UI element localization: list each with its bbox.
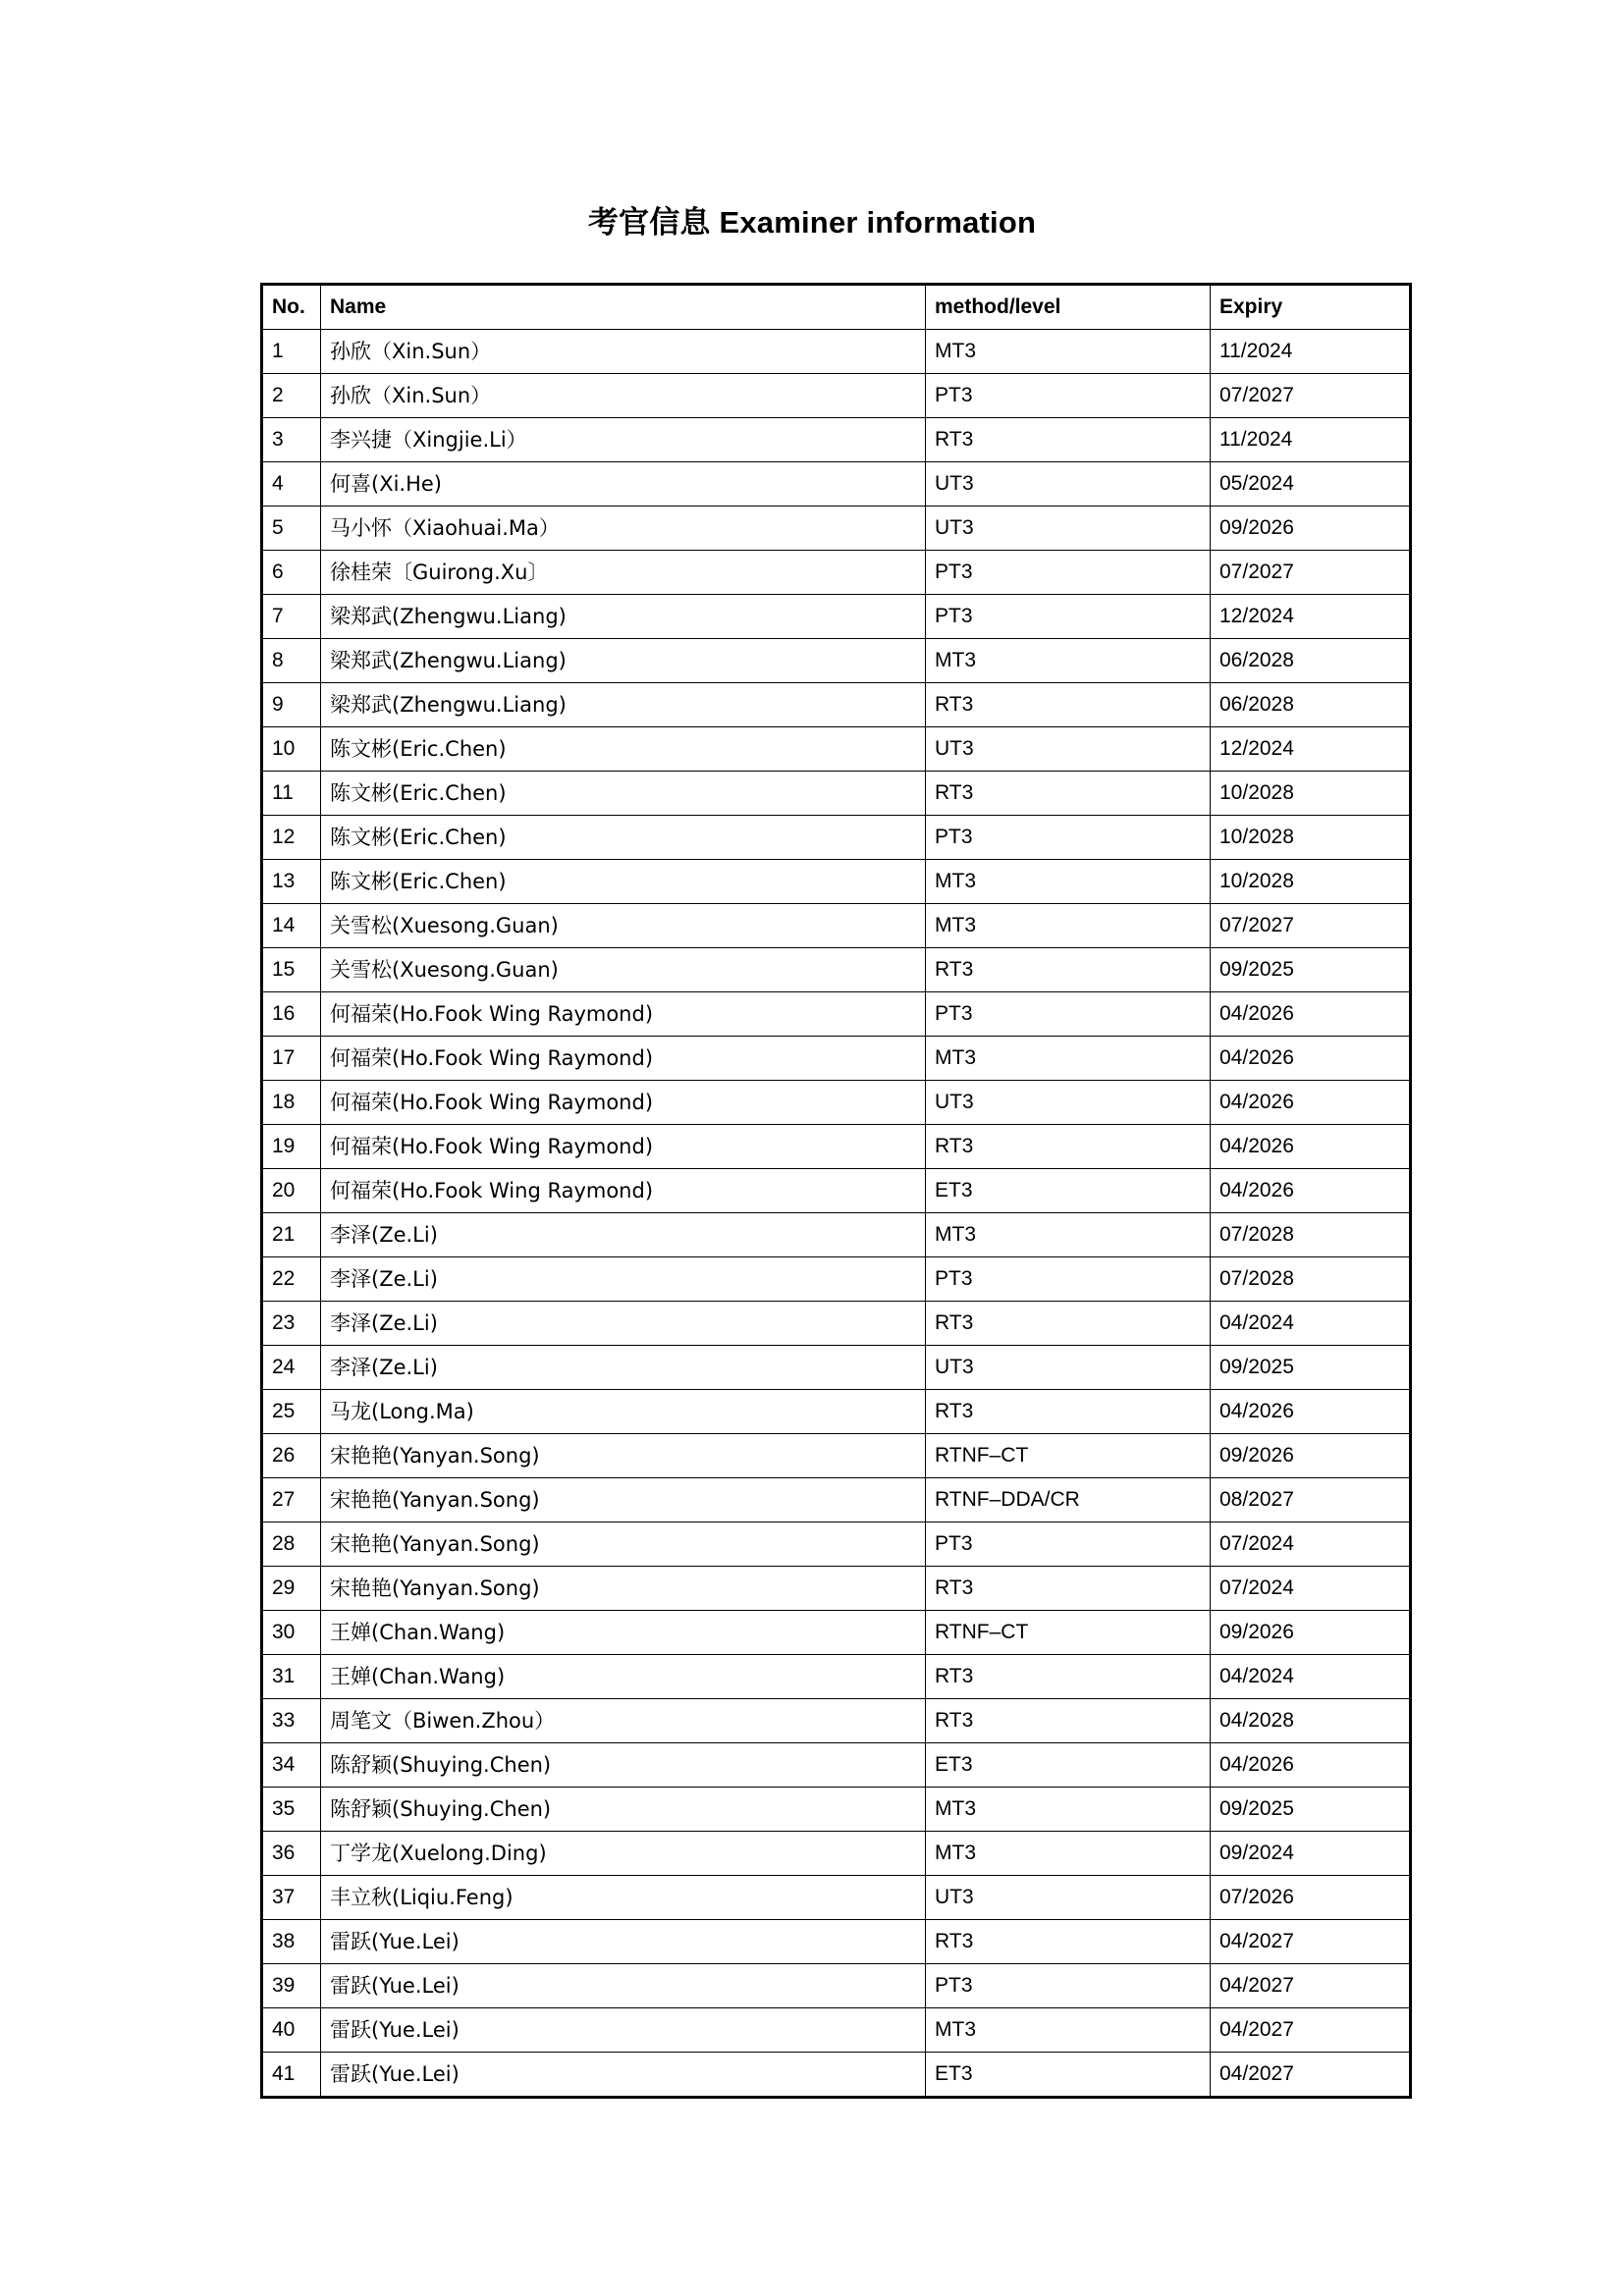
table-body xyxy=(262,330,1411,2098)
cell-name: 梁郑武(Zhengwu.Liang) xyxy=(321,683,926,727)
cell-method-level: MT3 xyxy=(926,1213,1211,1257)
cell-method-level: RTNF–DDA/CR xyxy=(926,1478,1211,1522)
page-title xyxy=(0,204,1624,241)
cell-method-level: ET3 xyxy=(926,1743,1211,1788)
cell-name: 何福荣(Ho.Fook Wing Raymond) xyxy=(321,1125,926,1169)
cell-name: 孙欣（Xin.Sun） xyxy=(321,374,926,418)
table-row xyxy=(262,816,1411,860)
cell-no: 20 xyxy=(262,1169,321,1213)
cell-expiry: 10/2028 xyxy=(1211,772,1411,816)
cell-no: 18 xyxy=(262,1081,321,1125)
cell-name: 马小怀（Xiaohuai.Ma） xyxy=(321,507,926,551)
table-row xyxy=(262,1478,1411,1522)
table-row xyxy=(262,1876,1411,1920)
table-row xyxy=(262,1037,1411,1081)
table-row xyxy=(262,904,1411,948)
table-row xyxy=(262,948,1411,992)
cell-expiry: 07/2027 xyxy=(1211,374,1411,418)
page-title-chinese: 考官信息 xyxy=(587,205,711,240)
table-row xyxy=(262,418,1411,462)
cell-no: 4 xyxy=(262,462,321,507)
cell-method-level: UT3 xyxy=(926,727,1211,772)
table-row xyxy=(262,374,1411,418)
cell-no: 17 xyxy=(262,1037,321,1081)
table-row xyxy=(262,1302,1411,1346)
cell-expiry: 10/2028 xyxy=(1211,816,1411,860)
cell-method-level: RT3 xyxy=(926,1125,1211,1169)
cell-expiry: 04/2026 xyxy=(1211,1125,1411,1169)
table-row xyxy=(262,1169,1411,1213)
cell-name: 李泽(Ze.Li) xyxy=(321,1302,926,1346)
table-row xyxy=(262,860,1411,904)
table-row xyxy=(262,683,1411,727)
cell-expiry: 07/2028 xyxy=(1211,1213,1411,1257)
cell-no: 33 xyxy=(262,1699,321,1743)
cell-expiry: 04/2026 xyxy=(1211,1169,1411,1213)
page-title-english: Examiner information xyxy=(719,205,1037,240)
cell-method-level: RT3 xyxy=(926,1567,1211,1611)
cell-no: 27 xyxy=(262,1478,321,1522)
table-row xyxy=(262,1964,1411,2008)
cell-method-level: MT3 xyxy=(926,904,1211,948)
table-row xyxy=(262,507,1411,551)
table-row xyxy=(262,727,1411,772)
table-row xyxy=(262,1788,1411,1832)
cell-name: 何福荣(Ho.Fook Wing Raymond) xyxy=(321,992,926,1037)
cell-expiry: 07/2024 xyxy=(1211,1567,1411,1611)
table-row xyxy=(262,772,1411,816)
cell-no: 39 xyxy=(262,1964,321,2008)
cell-no: 25 xyxy=(262,1390,321,1434)
table-row xyxy=(262,551,1411,595)
cell-expiry: 05/2024 xyxy=(1211,462,1411,507)
cell-method-level: RT3 xyxy=(926,418,1211,462)
cell-method-level: MT3 xyxy=(926,1037,1211,1081)
cell-no: 30 xyxy=(262,1611,321,1655)
cell-name: 雷跃(Yue.Lei) xyxy=(321,2053,926,2098)
cell-method-level: PT3 xyxy=(926,1522,1211,1567)
table-row xyxy=(262,2053,1411,2098)
examiner-table-container xyxy=(260,283,1409,2099)
cell-no: 38 xyxy=(262,1920,321,1964)
table-row xyxy=(262,1699,1411,1743)
cell-method-level: PT3 xyxy=(926,816,1211,860)
cell-no: 7 xyxy=(262,595,321,639)
cell-method-level: PT3 xyxy=(926,374,1211,418)
cell-no: 2 xyxy=(262,374,321,418)
cell-expiry: 04/2026 xyxy=(1211,1390,1411,1434)
cell-name: 李兴捷（Xingjie.Li） xyxy=(321,418,926,462)
cell-expiry: 04/2024 xyxy=(1211,1655,1411,1699)
cell-no: 34 xyxy=(262,1743,321,1788)
cell-method-level: RT3 xyxy=(926,948,1211,992)
cell-no: 37 xyxy=(262,1876,321,1920)
table-row xyxy=(262,1257,1411,1302)
examiner-information-table xyxy=(260,283,1412,2099)
cell-expiry: 07/2028 xyxy=(1211,1257,1411,1302)
cell-name: 孙欣（Xin.Sun） xyxy=(321,330,926,374)
cell-expiry: 09/2026 xyxy=(1211,507,1411,551)
cell-expiry: 06/2028 xyxy=(1211,683,1411,727)
cell-method-level: MT3 xyxy=(926,860,1211,904)
cell-no: 9 xyxy=(262,683,321,727)
cell-name: 陈文彬(Eric.Chen) xyxy=(321,816,926,860)
cell-expiry: 11/2024 xyxy=(1211,418,1411,462)
cell-name: 陈舒颖(Shuying.Chen) xyxy=(321,1743,926,1788)
cell-no: 23 xyxy=(262,1302,321,1346)
cell-expiry: 04/2026 xyxy=(1211,1743,1411,1788)
cell-no: 40 xyxy=(262,2008,321,2053)
cell-expiry: 10/2028 xyxy=(1211,860,1411,904)
cell-expiry: 04/2028 xyxy=(1211,1699,1411,1743)
table-row xyxy=(262,595,1411,639)
cell-expiry: 09/2025 xyxy=(1211,1346,1411,1390)
cell-method-level: UT3 xyxy=(926,1876,1211,1920)
cell-name: 陈文彬(Eric.Chen) xyxy=(321,772,926,816)
table-row xyxy=(262,992,1411,1037)
cell-name: 何福荣(Ho.Fook Wing Raymond) xyxy=(321,1169,926,1213)
cell-expiry: 04/2027 xyxy=(1211,1964,1411,2008)
cell-method-level: MT3 xyxy=(926,2008,1211,2053)
table-header-row xyxy=(262,285,1411,330)
cell-name: 陈舒颖(Shuying.Chen) xyxy=(321,1788,926,1832)
cell-no: 26 xyxy=(262,1434,321,1478)
table-row xyxy=(262,1125,1411,1169)
cell-no: 5 xyxy=(262,507,321,551)
cell-no: 35 xyxy=(262,1788,321,1832)
cell-expiry: 04/2024 xyxy=(1211,1302,1411,1346)
cell-name: 李泽(Ze.Li) xyxy=(321,1257,926,1302)
cell-name: 李泽(Ze.Li) xyxy=(321,1346,926,1390)
cell-expiry: 07/2027 xyxy=(1211,551,1411,595)
cell-expiry: 11/2024 xyxy=(1211,330,1411,374)
cell-name: 徐桂荣〔Guirong.Xu〕 xyxy=(321,551,926,595)
table-row xyxy=(262,1081,1411,1125)
cell-method-level: PT3 xyxy=(926,595,1211,639)
cell-method-level: MT3 xyxy=(926,1788,1211,1832)
cell-name: 王婵(Chan.Wang) xyxy=(321,1655,926,1699)
cell-no: 11 xyxy=(262,772,321,816)
table-row xyxy=(262,1390,1411,1434)
table-header xyxy=(262,285,1411,330)
cell-no: 6 xyxy=(262,551,321,595)
column-header-no: No. xyxy=(262,285,321,330)
cell-no: 28 xyxy=(262,1522,321,1567)
cell-method-level: RT3 xyxy=(926,1699,1211,1743)
cell-name: 周笔文（Biwen.Zhou） xyxy=(321,1699,926,1743)
cell-name: 丰立秋(Liqiu.Feng) xyxy=(321,1876,926,1920)
cell-method-level: RTNF–CT xyxy=(926,1611,1211,1655)
table-row xyxy=(262,1655,1411,1699)
cell-no: 10 xyxy=(262,727,321,772)
cell-name: 何福荣(Ho.Fook Wing Raymond) xyxy=(321,1037,926,1081)
cell-no: 14 xyxy=(262,904,321,948)
cell-expiry: 09/2024 xyxy=(1211,1832,1411,1876)
table-row xyxy=(262,1213,1411,1257)
cell-name: 雷跃(Yue.Lei) xyxy=(321,2008,926,2053)
cell-no: 1 xyxy=(262,330,321,374)
cell-name: 宋艳艳(Yanyan.Song) xyxy=(321,1478,926,1522)
cell-expiry: 07/2027 xyxy=(1211,904,1411,948)
cell-no: 16 xyxy=(262,992,321,1037)
column-header-name: Name xyxy=(321,285,926,330)
column-header-expiry: Expiry xyxy=(1211,285,1411,330)
cell-method-level: MT3 xyxy=(926,330,1211,374)
table-row xyxy=(262,1832,1411,1876)
cell-name: 何喜(Xi.He) xyxy=(321,462,926,507)
cell-expiry: 08/2027 xyxy=(1211,1478,1411,1522)
cell-name: 陈文彬(Eric.Chen) xyxy=(321,860,926,904)
cell-no: 22 xyxy=(262,1257,321,1302)
cell-method-level: PT3 xyxy=(926,992,1211,1037)
table-row xyxy=(262,1522,1411,1567)
cell-name: 梁郑武(Zhengwu.Liang) xyxy=(321,639,926,683)
cell-expiry: 04/2026 xyxy=(1211,1081,1411,1125)
cell-method-level: ET3 xyxy=(926,1169,1211,1213)
cell-no: 29 xyxy=(262,1567,321,1611)
cell-method-level: RTNF–CT xyxy=(926,1434,1211,1478)
cell-expiry: 04/2027 xyxy=(1211,2053,1411,2098)
cell-expiry: 09/2025 xyxy=(1211,1788,1411,1832)
table-row xyxy=(262,639,1411,683)
cell-no: 31 xyxy=(262,1655,321,1699)
table-row xyxy=(262,1743,1411,1788)
table-row xyxy=(262,1434,1411,1478)
table-row xyxy=(262,462,1411,507)
cell-name: 关雪松(Xuesong.Guan) xyxy=(321,948,926,992)
cell-name: 雷跃(Yue.Lei) xyxy=(321,1964,926,2008)
table-row xyxy=(262,1920,1411,1964)
cell-method-level: RT3 xyxy=(926,772,1211,816)
cell-no: 12 xyxy=(262,816,321,860)
cell-expiry: 04/2027 xyxy=(1211,1920,1411,1964)
cell-name: 梁郑武(Zhengwu.Liang) xyxy=(321,595,926,639)
cell-expiry: 12/2024 xyxy=(1211,727,1411,772)
cell-method-level: PT3 xyxy=(926,1964,1211,2008)
cell-no: 3 xyxy=(262,418,321,462)
cell-method-level: RT3 xyxy=(926,1920,1211,1964)
cell-expiry: 12/2024 xyxy=(1211,595,1411,639)
cell-no: 24 xyxy=(262,1346,321,1390)
cell-expiry: 09/2025 xyxy=(1211,948,1411,992)
cell-name: 陈文彬(Eric.Chen) xyxy=(321,727,926,772)
cell-no: 21 xyxy=(262,1213,321,1257)
cell-no: 19 xyxy=(262,1125,321,1169)
cell-expiry: 04/2026 xyxy=(1211,1037,1411,1081)
cell-method-level: MT3 xyxy=(926,1832,1211,1876)
cell-method-level: UT3 xyxy=(926,1346,1211,1390)
cell-method-level: PT3 xyxy=(926,551,1211,595)
cell-expiry: 09/2026 xyxy=(1211,1611,1411,1655)
cell-method-level: RT3 xyxy=(926,1390,1211,1434)
table-row xyxy=(262,2008,1411,2053)
cell-no: 8 xyxy=(262,639,321,683)
cell-name: 宋艳艳(Yanyan.Song) xyxy=(321,1522,926,1567)
cell-no: 15 xyxy=(262,948,321,992)
cell-method-level: UT3 xyxy=(926,1081,1211,1125)
cell-no: 36 xyxy=(262,1832,321,1876)
cell-method-level: UT3 xyxy=(926,462,1211,507)
cell-name: 王婵(Chan.Wang) xyxy=(321,1611,926,1655)
cell-method-level: RT3 xyxy=(926,1302,1211,1346)
cell-method-level: PT3 xyxy=(926,1257,1211,1302)
table-row xyxy=(262,330,1411,374)
cell-expiry: 07/2024 xyxy=(1211,1522,1411,1567)
cell-expiry: 06/2028 xyxy=(1211,639,1411,683)
cell-name: 关雪松(Xuesong.Guan) xyxy=(321,904,926,948)
cell-expiry: 04/2027 xyxy=(1211,2008,1411,2053)
cell-name: 丁学龙(Xuelong.Ding) xyxy=(321,1832,926,1876)
cell-name: 何福荣(Ho.Fook Wing Raymond) xyxy=(321,1081,926,1125)
cell-method-level: UT3 xyxy=(926,507,1211,551)
cell-name: 雷跃(Yue.Lei) xyxy=(321,1920,926,1964)
cell-expiry: 04/2026 xyxy=(1211,992,1411,1037)
cell-name: 李泽(Ze.Li) xyxy=(321,1213,926,1257)
column-header-method: method/level xyxy=(926,285,1211,330)
cell-expiry: 09/2026 xyxy=(1211,1434,1411,1478)
table-row xyxy=(262,1611,1411,1655)
cell-method-level: RT3 xyxy=(926,1655,1211,1699)
table-row xyxy=(262,1567,1411,1611)
cell-method-level: RT3 xyxy=(926,683,1211,727)
cell-expiry: 07/2026 xyxy=(1211,1876,1411,1920)
cell-method-level: ET3 xyxy=(926,2053,1211,2098)
cell-no: 41 xyxy=(262,2053,321,2098)
cell-name: 宋艳艳(Yanyan.Song) xyxy=(321,1567,926,1611)
cell-name: 马龙(Long.Ma) xyxy=(321,1390,926,1434)
table-row xyxy=(262,1346,1411,1390)
cell-method-level: MT3 xyxy=(926,639,1211,683)
cell-name: 宋艳艳(Yanyan.Song) xyxy=(321,1434,926,1478)
cell-no: 13 xyxy=(262,860,321,904)
